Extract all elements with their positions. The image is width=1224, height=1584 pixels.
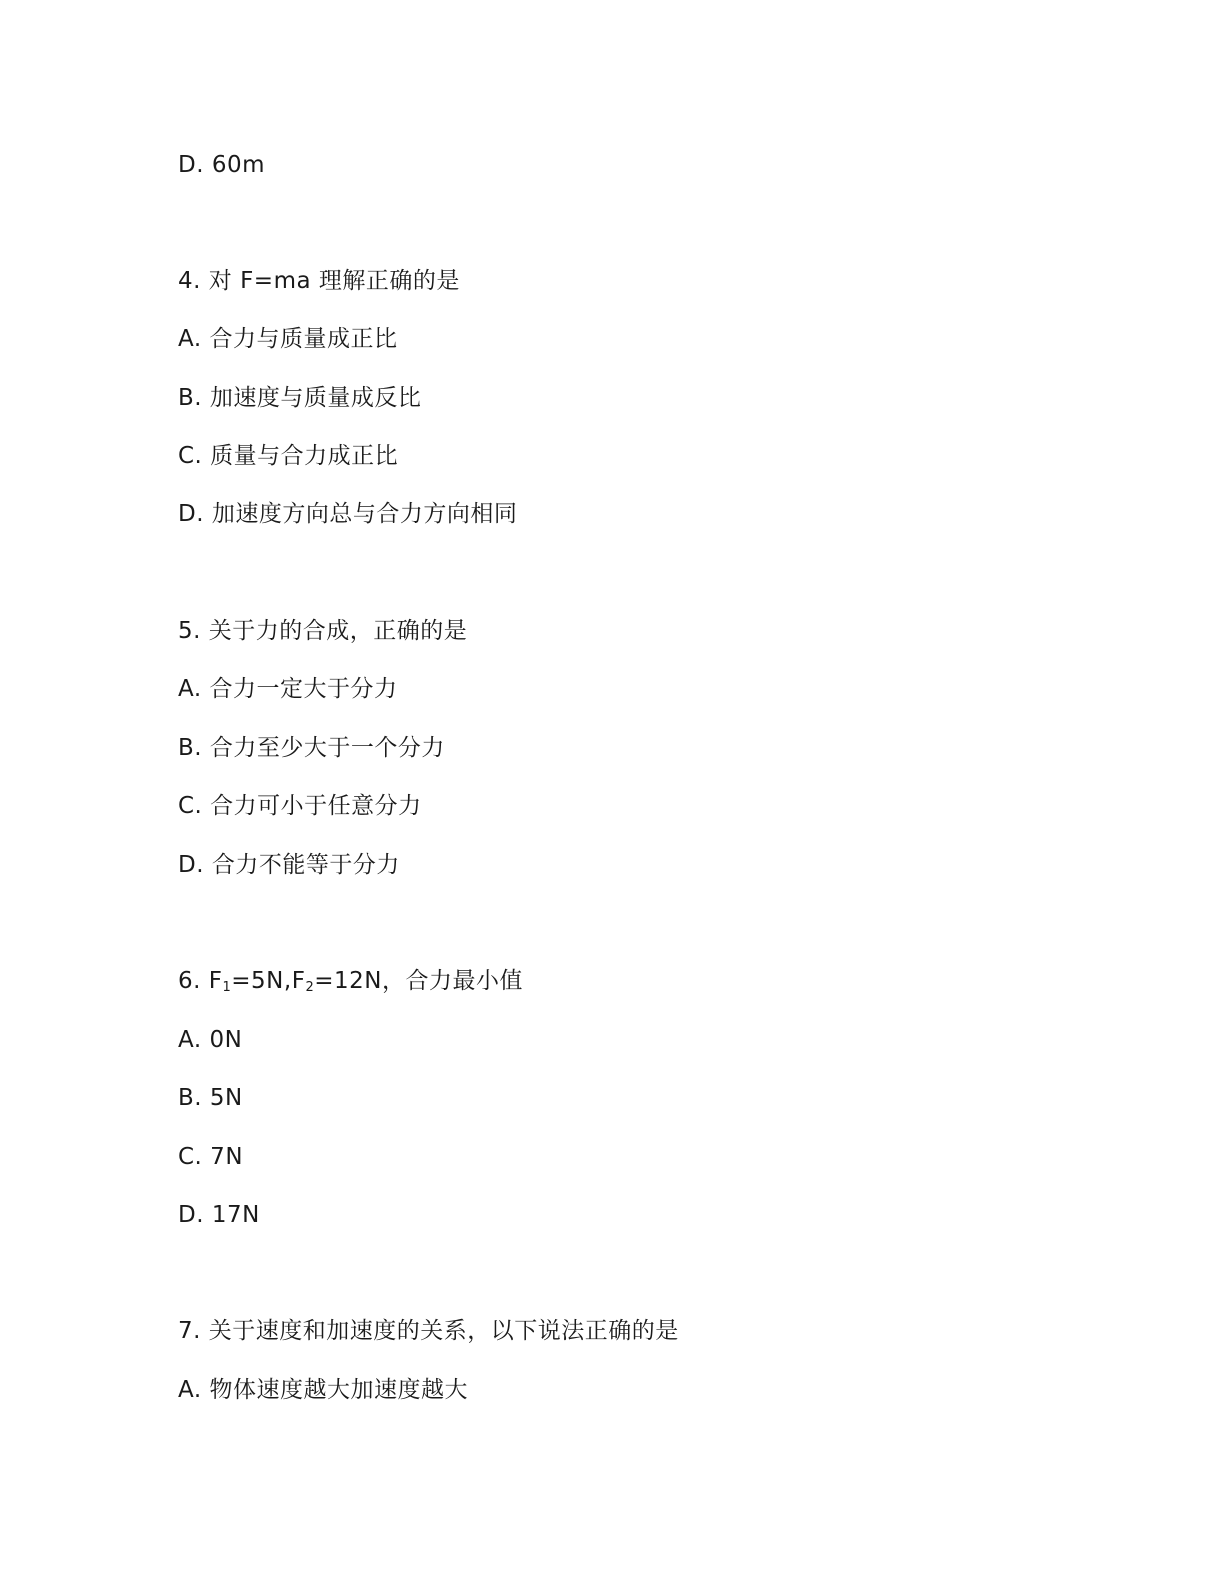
- q6-stem-prefix: 6. F: [178, 968, 223, 994]
- q5-option-b: B. 合力至少大于一个分力: [178, 735, 445, 761]
- q4-option-d: D. 加速度方向总与合力方向相同: [178, 501, 518, 527]
- q6-option-c: C. 7N: [178, 1144, 244, 1170]
- q5-option-d: D. 合力不能等于分力: [178, 852, 400, 878]
- q6-stem-sub1: 1: [222, 980, 232, 995]
- q3-option-d: D. 60m: [178, 152, 266, 178]
- q6-option-d: D. 17N: [178, 1202, 260, 1228]
- q4-option-a: A. 合力与质量成正比: [178, 326, 398, 352]
- q6-stem-mid: =5N,F: [231, 968, 306, 994]
- q5-stem: 5. 关于力的合成，正确的是: [178, 618, 468, 644]
- q4-stem: 4. 对 F=ma 理解正确的是: [178, 268, 460, 294]
- q6-option-a: A. 0N: [178, 1027, 243, 1053]
- q6-stem: [178, 966, 523, 996]
- q7-stem: 7. 关于速度和加速度的关系，以下说法正确的是: [178, 1318, 679, 1344]
- q4-option-c: C. 质量与合力成正比: [178, 443, 399, 469]
- q6-stem-suffix: =12N，合力最小值: [314, 968, 523, 994]
- q5-option-c: C. 合力可小于任意分力: [178, 793, 422, 819]
- q5-option-a: A. 合力一定大于分力: [178, 676, 398, 702]
- q6-option-b: B. 5N: [178, 1085, 243, 1111]
- q4-option-b: B. 加速度与质量成反比: [178, 385, 422, 411]
- q7-option-a: A. 物体速度越大加速度越大: [178, 1377, 468, 1403]
- q6-stem-sub2: 2: [305, 980, 315, 995]
